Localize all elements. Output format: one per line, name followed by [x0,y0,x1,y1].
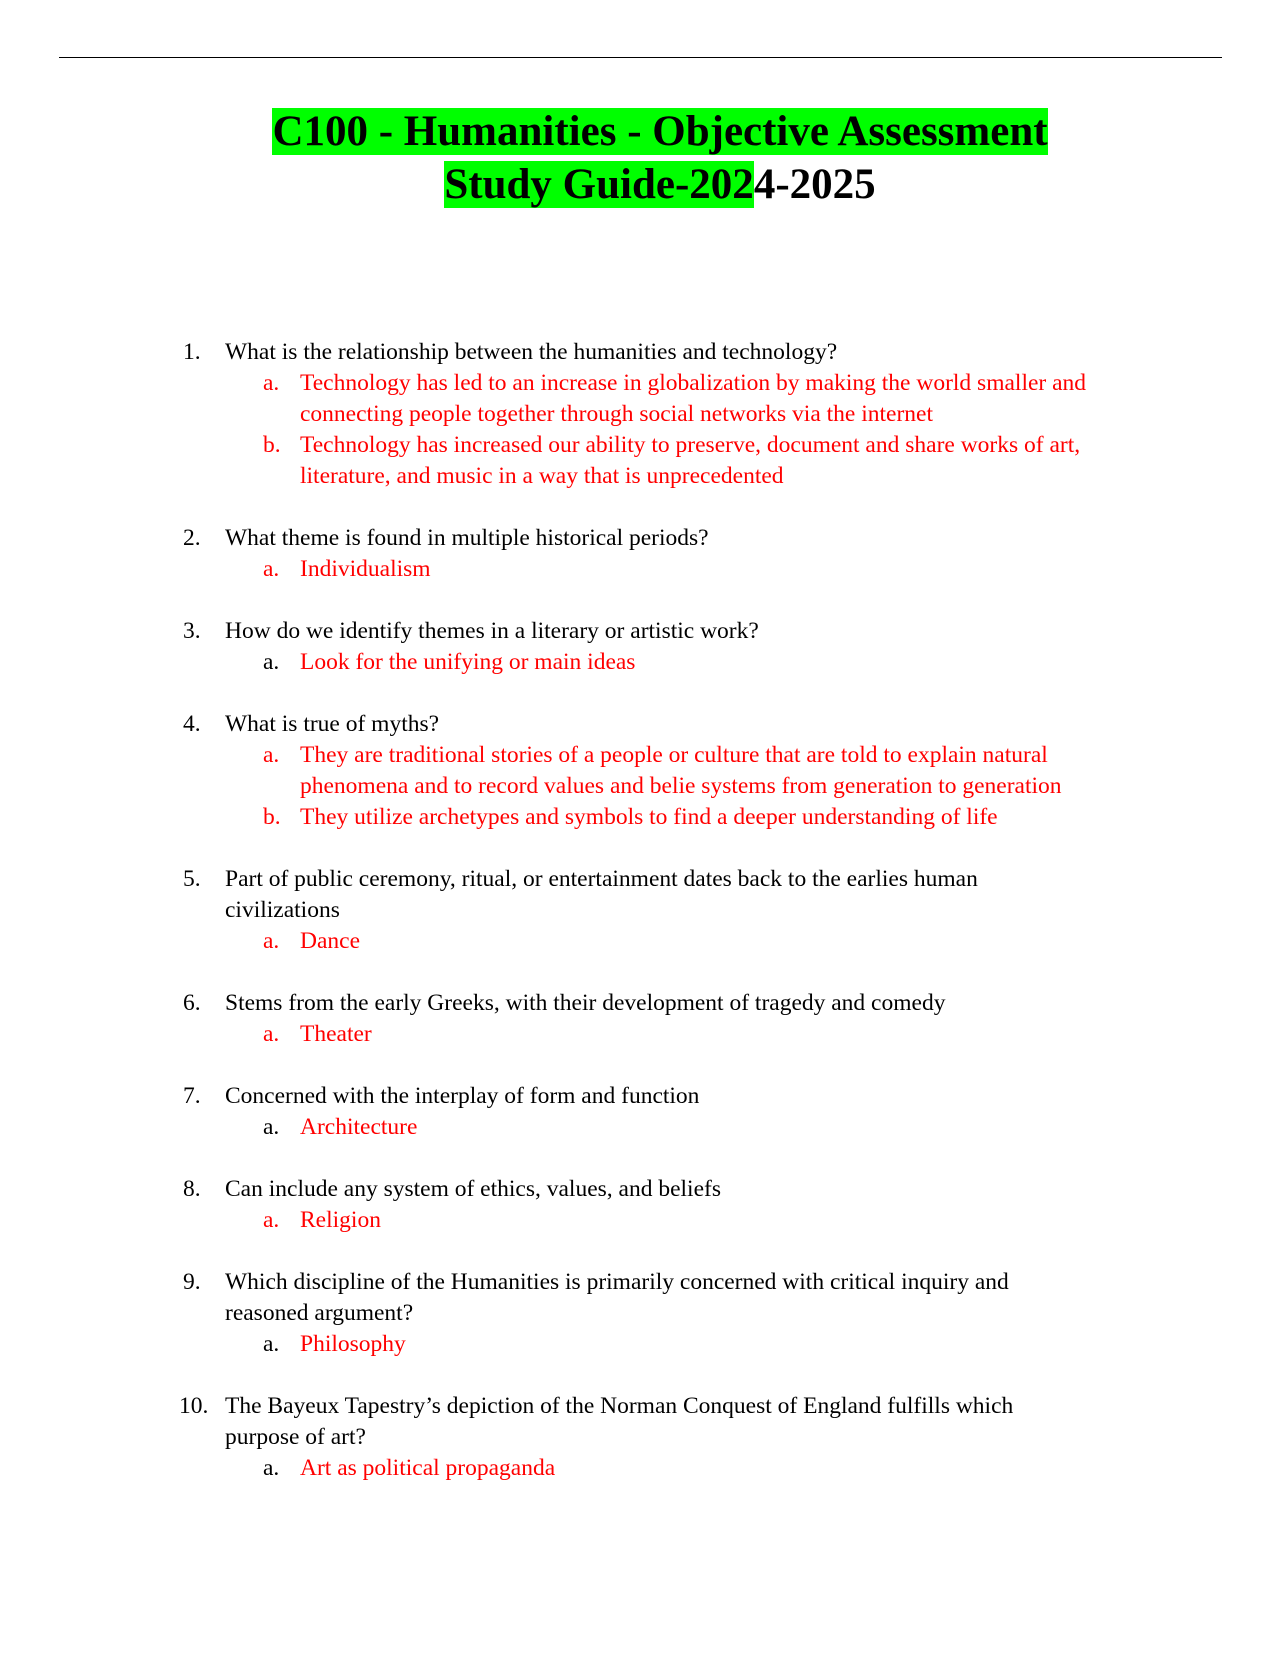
answer-letter: a. [263,1021,280,1047]
answer-letter: a. [263,1114,280,1140]
question-item [0,1267,1280,1360]
answer-item [0,1329,1280,1360]
answer-letter: a. [263,1455,280,1481]
question-text: What is true of myths? [225,711,440,737]
answer-text: They utilize archetypes and symbols to find a deeper understanding of life [300,804,998,830]
question-item [0,864,1280,957]
question-number: 5. [183,866,201,892]
question-text: What is the relationship between the humanities and technology? [225,339,838,365]
title-line-2-rest: 4-2025 [753,161,876,208]
question-number: 10. [179,1393,209,1419]
answer-letter: a. [263,742,280,768]
answer-text: Philosophy [300,1331,406,1357]
answer-text: Dance [300,928,361,954]
question-number: 2. [183,525,201,551]
answer-letter: a. [263,1331,280,1357]
answer-item [0,430,1280,492]
question-text: Can include any system of ethics, values, and beliefs [225,1176,721,1202]
question-text: The Bayeux Tapestry’s depiction of the Norman Conquest of England fulfills which purpose of art? [225,1393,1014,1450]
question-row [0,1391,1280,1453]
answer-item [0,802,1280,833]
answer-text: Architecture [300,1114,418,1140]
answer-letter: a. [263,556,280,582]
answer-item [0,368,1280,430]
document-title [0,105,1280,211]
answer-letter: a. [263,1207,280,1233]
answer-item [0,926,1280,957]
title-line-2-highlighted: Study Guide-202 [444,161,754,208]
question-number: 9. [183,1269,201,1295]
question-text: What theme is found in multiple historical periods? [225,525,709,551]
answer-item [0,740,1280,802]
question-item [0,616,1280,678]
question-item [0,1391,1280,1484]
question-row [0,523,1280,554]
answer-text: Theater [300,1021,372,1047]
question-text: Part of public ceremony, ritual, or entertainment dates back to the earlies human civilizations [225,866,978,923]
question-number: 7. [183,1083,201,1109]
question-row [0,1174,1280,1205]
answer-letter: a. [263,370,280,396]
question-item [0,709,1280,833]
answer-item [0,1205,1280,1236]
question-text: How do we identify themes in a literary or artistic work? [225,618,759,644]
answer-item [0,554,1280,585]
question-item [0,337,1280,492]
question-item [0,1174,1280,1236]
answer-letter: b. [263,432,281,458]
answer-text: Art as political propaganda [300,1455,556,1481]
question-text: Which discipline of the Humanities is primarily concerned with critical inquiry and reasoned argument? [225,1269,1009,1326]
top-horizontal-rule [59,57,1222,58]
question-number: 3. [183,618,201,644]
question-row [0,616,1280,647]
question-item [0,988,1280,1050]
question-row [0,709,1280,740]
answer-text: Religion [300,1207,381,1233]
question-number: 8. [183,1176,201,1202]
answer-letter: a. [263,649,280,675]
question-row [0,1081,1280,1112]
title-line-1-text: C100 - Humanities - Objective Assessment [272,108,1048,155]
question-row [0,864,1280,926]
question-number: 4. [183,711,201,737]
answer-text: They are traditional stories of a people or culture that are told to explain natural phenomena and to record values and belie systems from generation to generation [300,742,1062,799]
question-list [0,337,1280,1515]
title-line-1 [0,105,1280,158]
answer-text: Look for the unifying or main ideas [300,649,636,675]
question-text: Stems from the early Greeks, with their development of tragedy and comedy [225,990,946,1016]
answer-text: Individualism [300,556,431,582]
question-item [0,523,1280,585]
question-row [0,988,1280,1019]
question-number: 1. [183,339,201,365]
answer-item [0,647,1280,678]
answer-text: Technology has led to an increase in globalization by making the world smaller and connecting people together through social networks via the internet [300,370,1087,427]
answer-letter: a. [263,928,280,954]
answer-text: Technology has increased our ability to preserve, document and share works of art, literature, and music in a way that is unprecedented [300,432,1081,489]
answer-letter: b. [263,804,281,830]
answer-item [0,1019,1280,1050]
answer-item [0,1453,1280,1484]
question-text: Concerned with the interplay of form and function [225,1083,700,1109]
question-row [0,337,1280,368]
answer-item [0,1112,1280,1143]
question-item [0,1081,1280,1143]
title-line-2 [0,158,1280,211]
question-row [0,1267,1280,1329]
question-number: 6. [183,990,201,1016]
